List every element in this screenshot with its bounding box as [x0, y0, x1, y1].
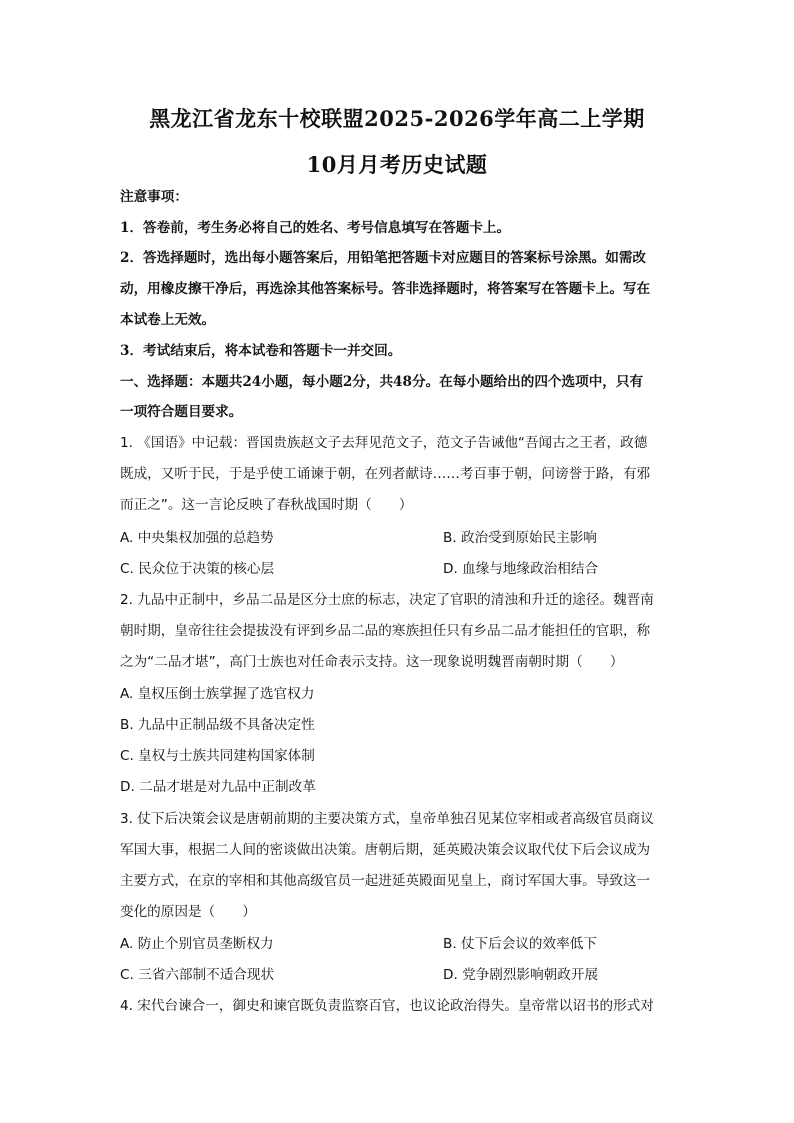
- question-3-line-2: 军国大事，根据二人间的密谈做出决策。唐朝后期，延英殿决策会议取代仗下后会议成为: [120, 842, 651, 858]
- question-2-line-1: 2. 九品中正制中，乡品二品是区分士庶的标志，决定了官职的清浊和升迁的途径。魏晋南: [120, 592, 654, 608]
- question-3-line-1: 3. 仗下后决策会议是唐朝前期的主要决策方式，皇帝单独召见某位宰相或者高级官员商议: [120, 811, 654, 827]
- question-2-option-a: A. 皇权压倒士族掌握了选官权力: [120, 686, 315, 702]
- exam-title-line-1: 黑龙江省龙东十校联盟2025-2026学年高二上学期: [149, 106, 645, 131]
- question-3-option-d: D. 党争剧烈影响朝政开展: [443, 967, 599, 983]
- notice-item-2-line-3: 本试卷上无效。: [120, 312, 216, 328]
- exam-title-line-2: 10月月考历史试题: [306, 152, 488, 177]
- question-1-option-b: B. 政治受到原始民主影响: [443, 530, 597, 546]
- question-2-option-d: D. 二品才堪是对九品中正制改革: [120, 779, 316, 795]
- section-1-heading-line-1: 一、选择题：本题共24小题，每小题2分，共48分。在每小题给出的四个选项中，只有: [120, 374, 644, 390]
- question-3-line-4: 变化的原因是（ ）: [120, 904, 256, 920]
- notice-item-3: 3．考试结束后，将本试卷和答题卡一并交回。: [120, 343, 402, 359]
- question-1-option-a: A. 中央集权加强的总趋势: [120, 530, 274, 546]
- question-1-line-1: 1. 《国语》中记载：晋国贵族赵文子去拜见范文子，范文子告诫他“吾闻古之王者，政德: [120, 435, 648, 451]
- question-1-option-c: C. 民众位于决策的核心层: [120, 561, 275, 577]
- question-3-line-3: 主要方式，在京的宰相和其他高级官员一起进延英殿面见皇上，商讨军国大事。导致这一: [120, 873, 651, 889]
- question-3-option-b: B. 仗下后会议的效率低下: [443, 936, 597, 952]
- question-2-line-3: 之为“二品才堪”，高门士族也对任命表示支持。这一现象说明魏晋南朝时期（ ）: [120, 654, 624, 670]
- notice-heading: 注意事项：: [120, 189, 188, 205]
- question-2-line-2: 朝时期，皇帝往往会提拔没有评到乡品二品的寒族担任只有乡品二品才能担任的官职，称: [120, 623, 651, 639]
- notice-item-2-line-1: 2．答选择题时，选出每小题答案后，用铅笔把答题卡对应题目的答案标号涂黑。如需改: [120, 250, 647, 266]
- section-1-heading-line-2: 一项符合题目要求。: [120, 404, 243, 420]
- question-2-option-c: C. 皇权与士族共同建构国家体制: [120, 748, 315, 764]
- question-1-option-d: D. 血缘与地缘政治相结合: [443, 561, 599, 577]
- question-4-line-1: 4. 宋代台谏合一，御史和谏官既负责监察百官，也议论政治得失。皇帝常以诏书的形式对: [120, 998, 654, 1014]
- question-3-option-c: C. 三省六部制不适合现状: [120, 967, 275, 983]
- notice-item-2-line-2: 动，用橡皮擦干净后，再选涂其他答案标号。答非选择题时，将答案写在答题卡上。写在: [120, 281, 651, 297]
- question-3-option-a: A. 防止个别官员垄断权力: [120, 936, 274, 952]
- notice-item-1: 1．答卷前，考生务必将自己的姓名、考号信息填写在答题卡上。: [120, 220, 511, 236]
- question-1-line-2: 既成，又听于民，于是乎使工诵谏于朝，在列者献诗……考百事于朝，问谤誉于路，有邪: [120, 466, 651, 482]
- question-1-line-3: 而正之”。这一言论反映了春秋战国时期（ ）: [120, 497, 413, 513]
- question-2-option-b: B. 九品中正制品级不具备决定性: [120, 717, 315, 733]
